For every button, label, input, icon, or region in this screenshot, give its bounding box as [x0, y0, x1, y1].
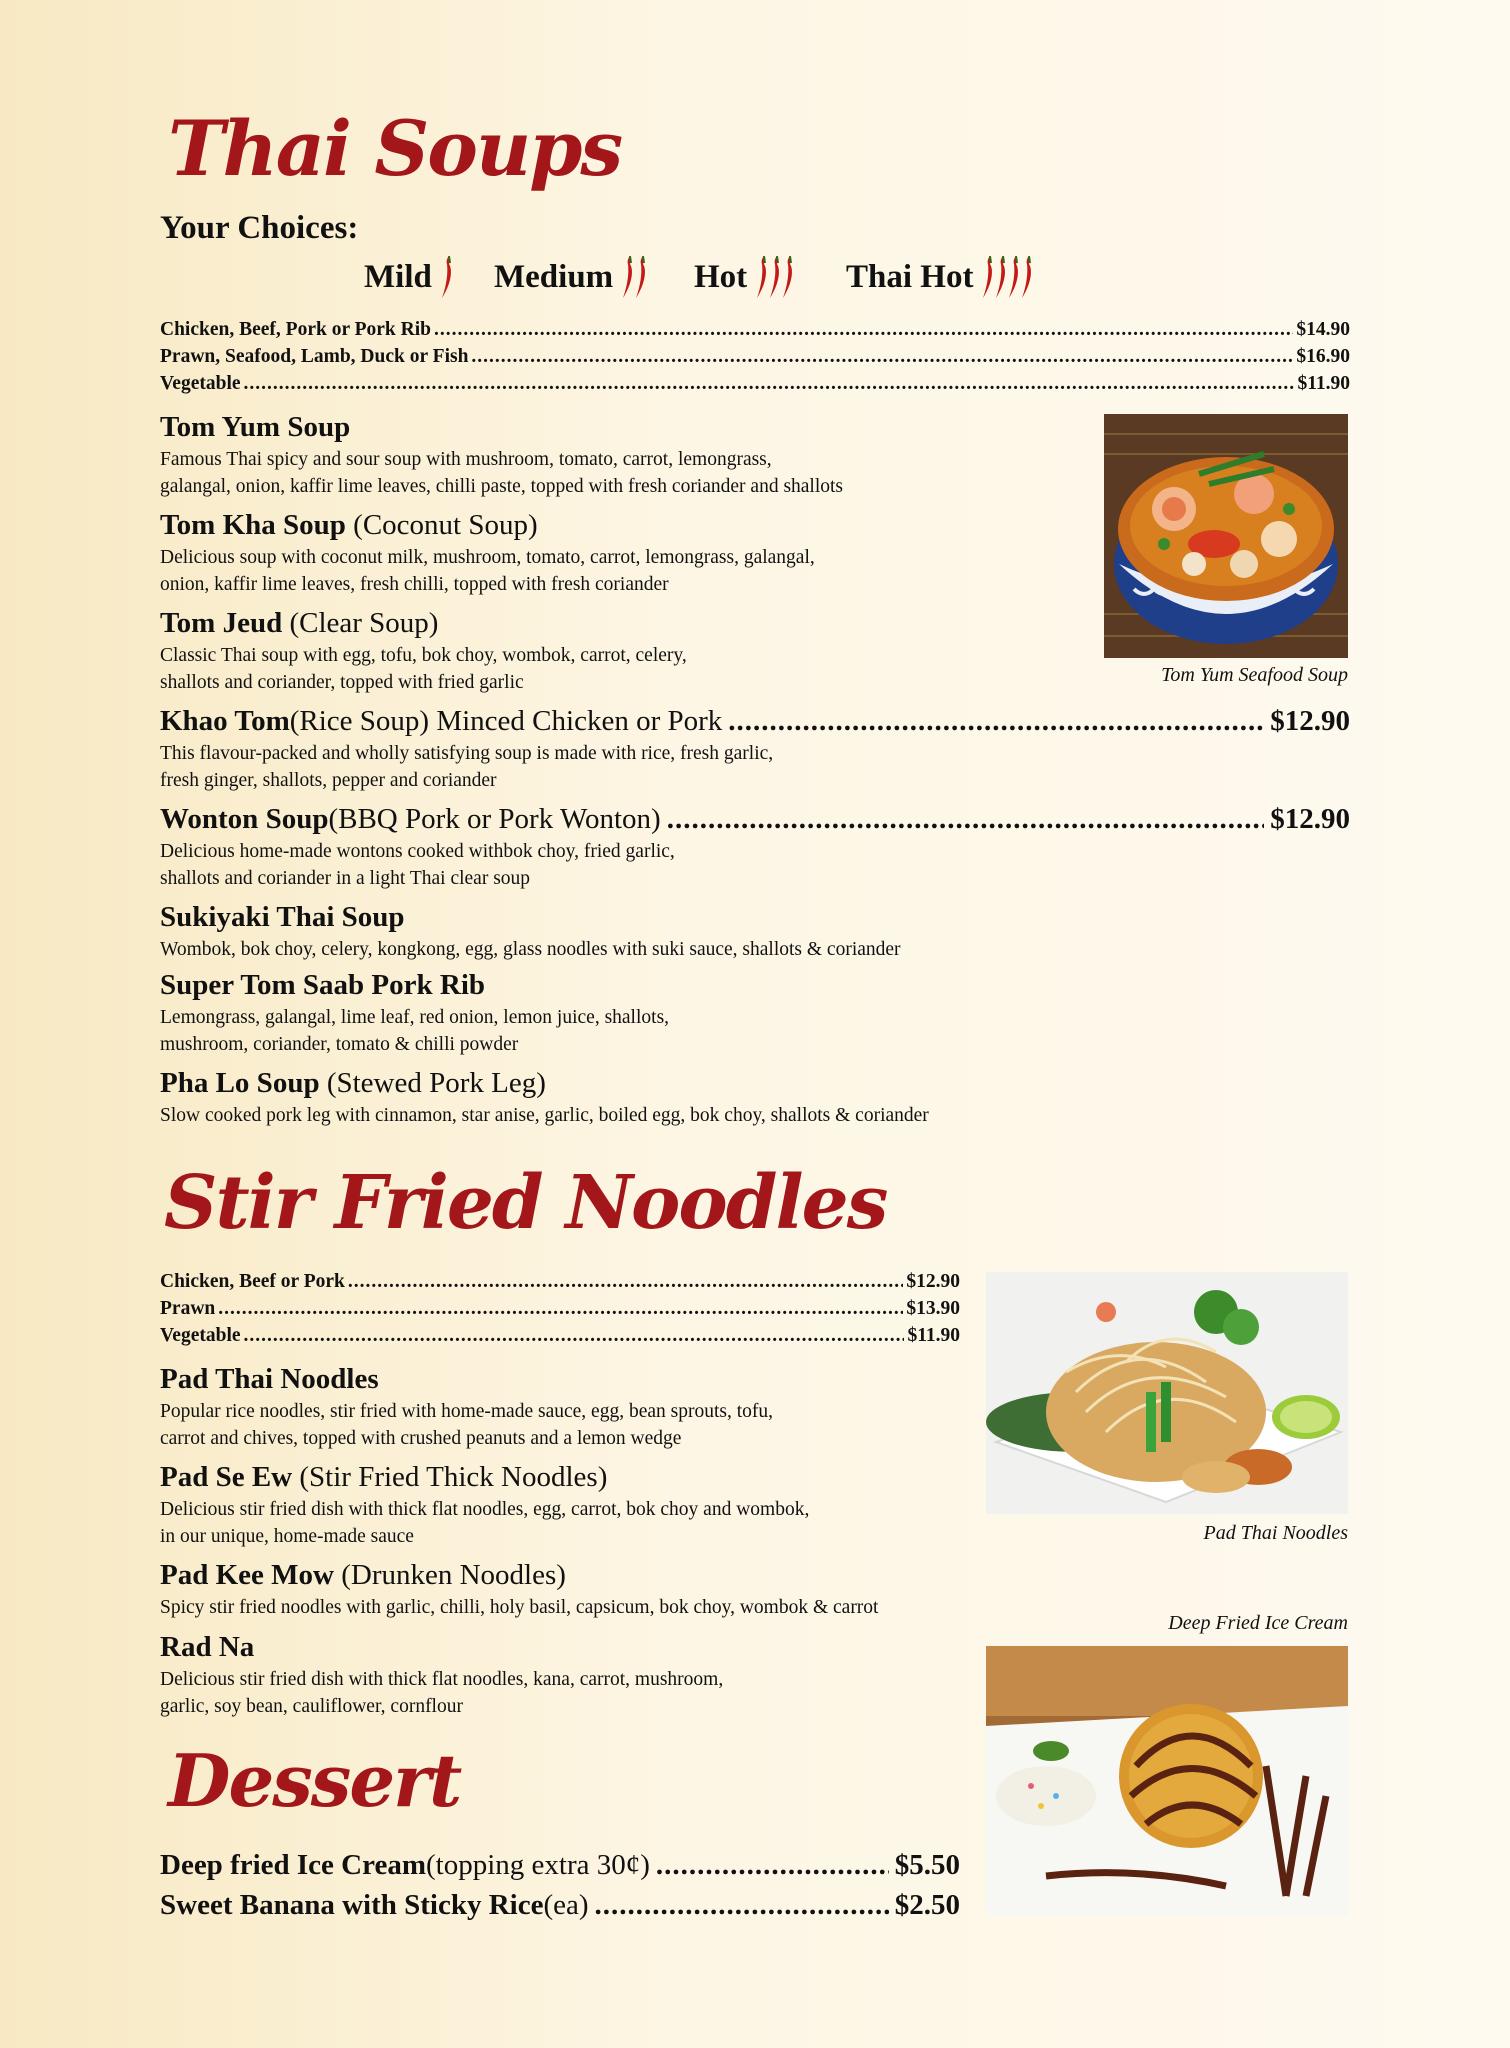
item-extra: (Stewed Pork Leg) — [319, 1067, 546, 1099]
leader-dots — [667, 802, 1265, 836]
item-name: Tom Jeud — [160, 607, 283, 639]
chili-icon — [780, 254, 796, 300]
leader-dots — [595, 1888, 889, 1922]
price-row — [160, 1322, 960, 1349]
item-extra: (Drunken Noodles) — [333, 1559, 566, 1591]
item-name: Deep fried Ice Cream — [160, 1849, 426, 1881]
menu-item-title — [160, 802, 1350, 836]
price-value: $12.90 — [906, 1271, 960, 1292]
menu-item-description: Delicious stir fried dish with thick flat noodles, egg, carrot, bok choy and wombok, in our unique, home-made sauce — [160, 1499, 810, 1547]
price-value: $11.90 — [907, 1325, 960, 1346]
section-title-dessert: Dessert — [168, 1738, 461, 1823]
price-label: Chicken, Beef, Pork or Pork Rib — [160, 319, 432, 340]
heat-label: Thai Hot — [846, 258, 974, 295]
item-name: Pad Thai Noodles — [160, 1363, 379, 1395]
heat-level-thai-hot — [846, 254, 1035, 300]
menu-item-description: Delicious stir fried dish with thick flat noodles, kana, carrot, mushroom, garlic, soy bean, cauliflower, cornflour — [160, 1669, 724, 1717]
chili-icon — [1019, 254, 1035, 300]
leader-dots — [244, 370, 1295, 397]
menu-item-title — [160, 508, 538, 542]
leader-dots — [244, 1322, 905, 1349]
chili-icon-group — [623, 254, 649, 300]
section-title-thai-soups: Thai Soups — [168, 104, 622, 193]
item-extra: (ea) — [543, 1889, 589, 1921]
menu-item-title — [160, 1066, 546, 1100]
price-value: $16.90 — [1296, 346, 1350, 367]
item-name: Tom Kha Soup — [160, 509, 346, 541]
leader-dots — [434, 316, 1293, 343]
item-price: $12.90 — [1270, 705, 1350, 737]
photo-caption: Deep Fried Ice Cream — [1168, 1612, 1348, 1634]
chili-icon-group — [757, 254, 796, 300]
item-extra: (Coconut Soup) — [345, 509, 538, 541]
chili-icon-group — [442, 254, 455, 300]
menu-item-description: Slow cooked pork leg with cinnamon, star anise, garlic, boiled egg, bok choy, shallots & coriander — [160, 1105, 929, 1126]
menu-item-description: Classic Thai soup with egg, tofu, bok choy, wombok, carrot, celery, shallots and coriander, topped with fried garlic — [160, 645, 687, 693]
item-name: Tom Yum Soup — [160, 411, 351, 443]
item-name: Sukiyaki Thai Soup — [160, 901, 405, 933]
heat-label: Mild — [364, 258, 432, 295]
item-extra: (Clear Soup) — [282, 607, 439, 639]
item-price: $5.50 — [894, 1849, 960, 1881]
heat-label: Medium — [494, 258, 614, 295]
tom-yum-soup-photo — [1104, 414, 1348, 658]
leader-dots — [656, 1848, 889, 1882]
menu-item-description: Lemongrass, galangal, lime leaf, red onion, lemon juice, shallots, mushroom, coriander, tomato & chilli powder — [160, 1007, 670, 1055]
menu-item-description: Delicious soup with coconut milk, mushroom, tomato, carrot, lemongrass, galangal, onion, kaffir lime leaves, fresh chilli, topped with fresh coriander — [160, 547, 815, 595]
menu-item-title — [160, 704, 1350, 738]
deep-fried-ice-cream-photo — [986, 1646, 1348, 1916]
menu-item-title — [160, 1362, 379, 1396]
item-name: Pad Se Ew — [160, 1461, 293, 1493]
item-name: Pad Kee Mow — [160, 1559, 334, 1591]
menu-item-title — [160, 606, 438, 640]
price-row — [160, 316, 1350, 343]
item-name: Super Tom Saab Pork Rib — [160, 969, 486, 1001]
menu-item-description: Popular rice noodles, stir fried with home-made sauce, egg, bean sprouts, tofu, carrot and chives, topped with crushed peanuts and a lemon wedge — [160, 1401, 774, 1449]
menu-item-description: Spicy stir fried noodles with garlic, chilli, holy basil, capsicum, bok choy, wombok & carrot — [160, 1597, 879, 1618]
heat-label: Hot — [694, 258, 748, 295]
photo-caption: Tom Yum Seafood Soup — [1161, 664, 1348, 686]
heat-level-medium — [494, 254, 649, 300]
item-extra: (topping extra 30¢) — [426, 1849, 650, 1881]
item-name: Rad Na — [160, 1631, 255, 1663]
menu-item-title — [160, 1630, 254, 1664]
item-name: Sweet Banana with Sticky Rice — [160, 1889, 544, 1921]
chili-icon-group — [983, 254, 1035, 300]
price-label: Prawn — [160, 1298, 216, 1319]
pad-thai-image — [986, 1272, 1348, 1514]
photo-caption: Pad Thai Noodles — [1203, 1522, 1348, 1544]
section-title-stir-fried-noodles: Stir Fried Noodles — [164, 1160, 887, 1246]
heat-level-hot — [694, 254, 796, 300]
heat-level-mild — [364, 254, 455, 300]
menu-item-description: Wombok, bok choy, celery, kongkong, egg, glass noodles with suki sauce, shallots & coriander — [160, 939, 901, 960]
menu-item-title — [160, 900, 405, 934]
menu-item-description: Delicious home-made wontons cooked withbok choy, fried garlic, shallots and coriander in a light Thai clear soup — [160, 841, 675, 889]
leader-dots — [728, 704, 1264, 738]
your-choices-label: Your Choices: — [160, 210, 359, 246]
item-name: Khao Tom — [160, 705, 290, 737]
item-name: Pha Lo Soup — [160, 1067, 320, 1099]
tom-yum-soup-image — [1104, 414, 1348, 658]
item-extra: (Stir Fried Thick Noodles) — [292, 1461, 608, 1493]
menu-item-title — [160, 1888, 960, 1922]
item-price: $12.90 — [1270, 803, 1350, 835]
price-row — [160, 1295, 960, 1322]
price-label: Chicken, Beef or Pork — [160, 1271, 345, 1292]
menu-item-title — [160, 1460, 607, 1494]
menu-item-title — [160, 410, 350, 444]
item-extra: (Rice Soup) Minced Chicken or Pork — [289, 705, 723, 737]
price-value: $14.90 — [1296, 319, 1350, 340]
pad-thai-photo — [986, 1272, 1348, 1514]
price-label: Prawn, Seafood, Lamb, Duck or Fish — [160, 346, 469, 367]
price-value: $13.90 — [906, 1298, 960, 1319]
price-value: $11.90 — [1297, 373, 1350, 394]
price-label: Vegetable — [160, 1325, 241, 1346]
menu-item-description: Famous Thai spicy and sour soup with mushroom, tomato, carrot, lemongrass, galangal, onion, kaffir lime leaves, chilli paste, topped with fresh coriander and shallots — [160, 449, 844, 497]
menu-item-title — [160, 968, 485, 1002]
leader-dots — [218, 1295, 903, 1322]
item-price: $2.50 — [894, 1889, 960, 1921]
leader-dots — [471, 343, 1293, 370]
price-label: Vegetable — [160, 373, 241, 394]
ice-cream-image — [986, 1646, 1348, 1916]
menu-item-description: This flavour-packed and wholly satisfying soup is made with rice, fresh garlic, fresh ginger, shallots, pepper and coriander — [160, 743, 774, 791]
menu-item-title — [160, 1558, 566, 1592]
chili-icon — [633, 254, 649, 300]
item-name: Wonton Soup — [160, 803, 329, 835]
price-row — [160, 1268, 960, 1295]
leader-dots — [348, 1268, 904, 1295]
price-row — [160, 343, 1350, 370]
price-row — [160, 370, 1350, 397]
menu-item-title — [160, 1848, 960, 1882]
chili-icon — [439, 254, 455, 300]
item-extra: (BBQ Pork or Pork Wonton) — [328, 803, 661, 835]
